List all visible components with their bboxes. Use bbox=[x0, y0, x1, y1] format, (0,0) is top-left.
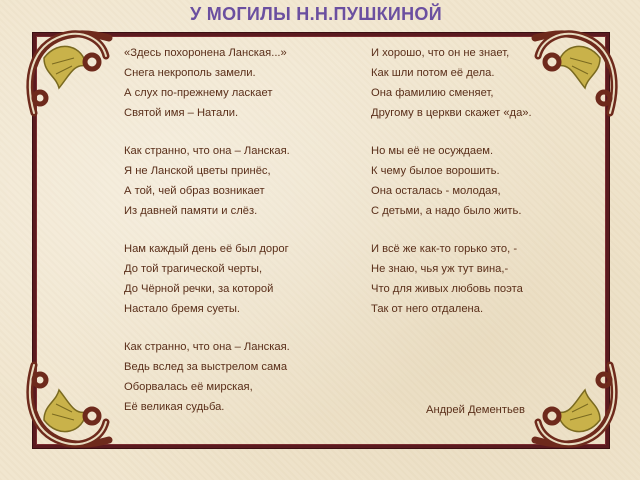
poem-line: Святой имя – Натали. bbox=[124, 107, 239, 119]
corner-ornament-icon bbox=[14, 18, 124, 128]
poem-line: Она осталась - молодая, bbox=[371, 185, 501, 197]
stanza bbox=[124, 239, 290, 319]
stanza bbox=[371, 141, 532, 221]
stanza-gap bbox=[124, 221, 290, 239]
poem-line: До той трагической черты, bbox=[124, 263, 263, 275]
stanza bbox=[371, 239, 532, 319]
poem-line: А слух по-прежнему ласкает bbox=[124, 87, 273, 99]
poem-line: Как странно, что она – Ланская. bbox=[124, 341, 290, 353]
stanza bbox=[371, 43, 532, 123]
poem-line: Её великая судьба. bbox=[124, 401, 225, 413]
stanza bbox=[124, 43, 290, 123]
poem-line: С детьми, а надо было жить. bbox=[371, 205, 522, 217]
corner-ornament-icon bbox=[14, 350, 124, 460]
poem-line: Оборвалась её мирская, bbox=[124, 381, 253, 393]
stanza bbox=[124, 141, 290, 221]
stanza-gap bbox=[124, 319, 290, 337]
poem-line: Как шли потом её дела. bbox=[371, 67, 495, 79]
poem-line: Что для живых любовь поэта bbox=[371, 283, 523, 295]
poem-column-right bbox=[371, 43, 532, 319]
poem-line: Настало бремя суеты. bbox=[124, 303, 240, 315]
poem-line: Снега некрополь замели. bbox=[124, 67, 256, 79]
stanza bbox=[124, 337, 290, 417]
poem-line: К чему былое ворошить. bbox=[371, 165, 500, 177]
poem-line: Она фамилию сменяет, bbox=[371, 87, 494, 99]
poem-line: И всё же как-то горько это, - bbox=[371, 243, 518, 255]
poem-line: Как странно, что она – Ланская. bbox=[124, 145, 290, 157]
poem-line: Из давней памяти и слёз. bbox=[124, 205, 258, 217]
poem-line: До Чёрной речки, за которой bbox=[124, 283, 274, 295]
poem-line: Но мы её не осуждаем. bbox=[371, 145, 494, 157]
poem-title: У МОГИЛЫ Н.Н.ПУШКИНОЙ bbox=[190, 4, 442, 24]
poem-line: Я не Ланской цветы принёс, bbox=[124, 165, 271, 177]
poem-line: Другому в церкви скажет «да». bbox=[371, 107, 532, 119]
poem-line: А той, чей образ возникает bbox=[124, 185, 265, 197]
stanza-gap bbox=[124, 123, 290, 141]
poem-line: Ведь вслед за выстрелом сама bbox=[124, 361, 288, 373]
corner-ornament-icon bbox=[520, 18, 630, 128]
poem-line: Не знаю, чья уж тут вина,- bbox=[371, 263, 509, 275]
stanza-gap bbox=[371, 123, 532, 141]
stanza-gap bbox=[371, 221, 532, 239]
corner-ornament-icon bbox=[520, 350, 630, 460]
poem-author: Андрей Дементьев bbox=[426, 404, 525, 416]
poem-line: Нам каждый день её был дорог bbox=[124, 243, 289, 255]
poem-line: Так от него отдалена. bbox=[371, 303, 484, 315]
poem-line: «Здесь похоронена Ланская...» bbox=[124, 47, 287, 59]
poem-column-left bbox=[124, 43, 290, 417]
poem-line: И хорошо, что он не знает, bbox=[371, 47, 510, 59]
